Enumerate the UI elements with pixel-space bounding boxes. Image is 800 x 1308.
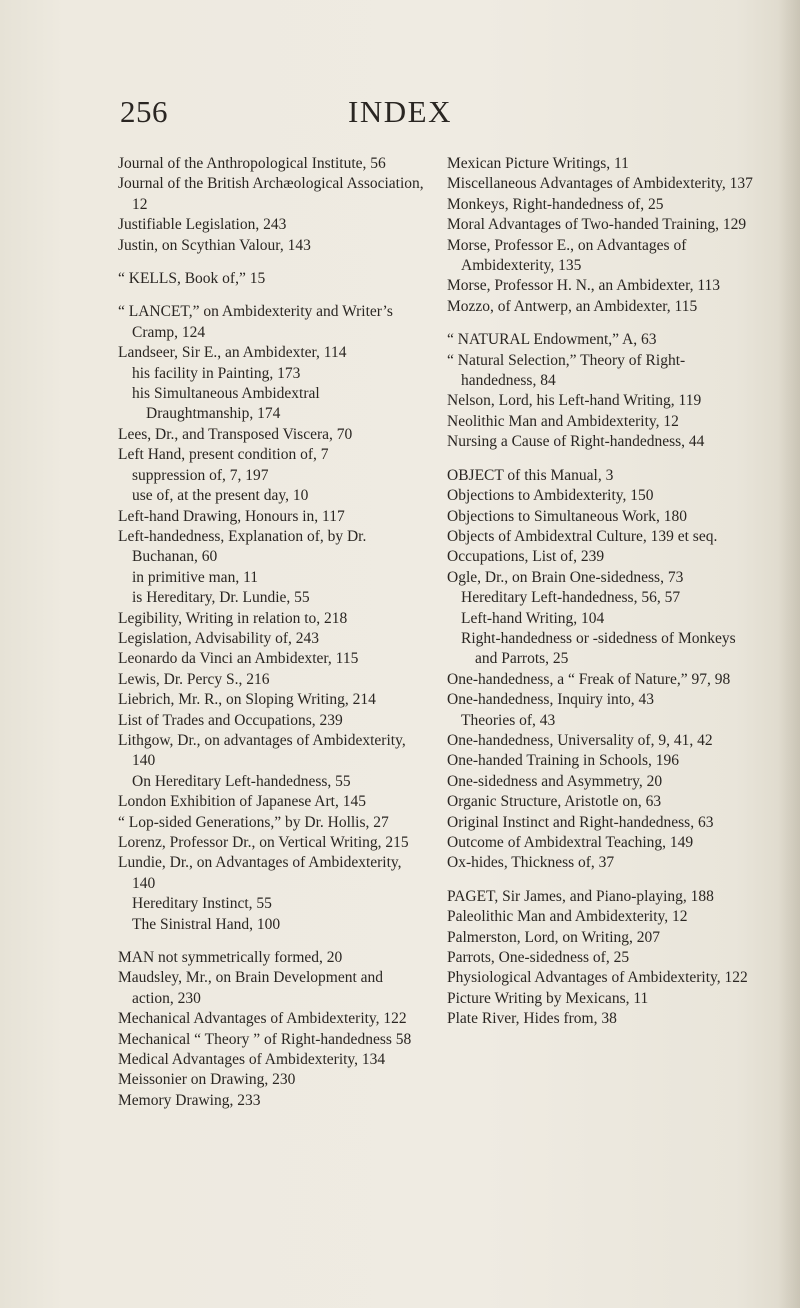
index-entry: Lithgow, Dr., on advantages of Ambidexterity, 140: [118, 731, 406, 770]
index-entry: Ogle, Dr., on Brain One-sidedness, 73: [447, 568, 684, 586]
section-gap: [118, 289, 426, 302]
index-entry: Justifiable Legislation, 243: [118, 216, 287, 234]
index-entry: Mechanical Advantages of Ambidexterity, 122: [118, 1010, 407, 1028]
index-entry: Original Instinct and Right-handedness, 63: [447, 813, 714, 831]
index-entry: Justin, on Scythian Valour, 143: [118, 236, 311, 254]
index-entry: Nursing a Cause of Right-handedness, 44: [447, 433, 705, 451]
index-entry: OBJECT of this Manual, 3: [447, 466, 614, 484]
section-gap: [447, 874, 755, 887]
index-subentry: use of, at the present day, 10: [132, 487, 309, 505]
index-entry: Mexican Picture Writings, 11: [447, 155, 629, 172]
index-entry: Occupations, List of, 239: [447, 548, 605, 566]
index-subentry: Hereditary Instinct, 55: [132, 895, 272, 913]
index-entry: Lundie, Dr., on Advantages of Ambidexterity, 140: [118, 854, 402, 892]
index-subentry: Right-handedness or -sidedness of Monkeys and Parrots, 25: [461, 629, 736, 668]
index-entry: Medical Advantages of Ambidexterity, 134: [118, 1051, 386, 1069]
index-entry: One-handed Training in Schools, 196: [447, 752, 680, 770]
index-entry: Leonardo da Vinci an Ambidexter, 115: [118, 650, 359, 668]
index-entry: Journal of the Anthropological Institute, 56: [118, 155, 386, 172]
index-entry: Lewis, Dr. Percy S., 216: [118, 670, 270, 688]
index-entry: Mechanical “ Theory ” of Right-handedness 58: [118, 1030, 412, 1048]
index-entry: Maudsley, Mr., on Brain Development and action, 230: [118, 969, 384, 1007]
index-entry: Paleolithic Man and Ambidexterity, 12: [447, 908, 688, 926]
index-entry: Objections to Ambidexterity, 150: [447, 487, 654, 505]
running-title: INDEX: [348, 94, 452, 129]
section-gap: [447, 453, 755, 466]
index-column-left: [118, 154, 426, 1111]
index-entry: London Exhibition of Japanese Art, 145: [118, 793, 366, 811]
index-subentry: is Hereditary, Dr. Lundie, 55: [132, 589, 310, 607]
index-entry: One-handedness, a “ Freak of Nature,” 97, 98: [447, 670, 731, 688]
index-entry: Journal of the British Archæological Association, 12: [118, 175, 424, 213]
page-number: 256: [120, 94, 168, 129]
index-entry: PAGET, Sir James, and Piano-playing, 188: [447, 887, 714, 905]
index-entry: Objects of Ambidextral Culture, 139 et seq.: [447, 527, 718, 545]
index-entry: MAN not symmetrically formed, 20: [118, 949, 343, 967]
index-subentry: The Sinistral Hand, 100: [132, 915, 281, 933]
index-entry: Neolithic Man and Ambidexterity, 12: [447, 412, 679, 430]
index-entry: One-handedness, Inquiry into, 43: [447, 691, 655, 709]
index-subentry: Theories of, 43: [461, 711, 556, 729]
index-entry: Left-hand Drawing, Honours in, 117: [118, 507, 345, 525]
index-entry: “ Natural Selection,” Theory of Right-handedness, 84: [447, 351, 686, 390]
index-entry: Picture Writing by Mexicans, 11: [447, 989, 649, 1007]
index-entry: Lorenz, Professor Dr., on Vertical Writing, 215: [118, 834, 409, 851]
index-subentry: his Simultaneous Ambidextral Draughtmanship, 174: [132, 385, 320, 423]
index-entry: Lees, Dr., and Transposed Viscera, 70: [118, 425, 353, 443]
index-subentry: suppression of, 7, 197: [132, 466, 269, 484]
index-entry: Moral Advantages of Two-handed Training, 129: [447, 216, 747, 234]
index-entry: Morse, Professor H. N., an Ambidexter, 113: [447, 277, 721, 295]
index-entry: Outcome of Ambidextral Teaching, 149: [447, 834, 694, 851]
index-entry: “ LANCET,” on Ambidexterity and Writer’s Cramp, 124: [118, 303, 393, 341]
index-subentry: On Hereditary Left-handedness, 55: [132, 772, 351, 790]
index-entry: Morse, Professor E., on Advantages of Ambidexterity, 135: [447, 236, 687, 275]
index-entry: Legibility, Writing in relation to, 218: [118, 609, 348, 627]
index-entry: Organic Structure, Aristotle on, 63: [447, 793, 662, 811]
index-entry: Liebrich, Mr. R., on Sloping Writing, 214: [118, 691, 376, 709]
index-entry: Physiological Advantages of Ambidexterity, 122: [447, 969, 748, 987]
index-entry: Plate River, Hides from, 38: [447, 1010, 617, 1028]
page-edge-shadow: [778, 0, 800, 1308]
index-subentry: his facility in Painting, 173: [132, 364, 301, 382]
index-subentry: Left-hand Writing, 104: [461, 609, 605, 627]
index-entry: Ox-hides, Thickness of, 37: [447, 854, 615, 872]
index-entry: Monkeys, Right-handedness of, 25: [447, 195, 664, 213]
index-entry: Memory Drawing, 233: [118, 1091, 261, 1109]
index-entry: Left Hand, present condition of, 7: [118, 446, 329, 464]
section-gap: [118, 935, 426, 948]
index-entry: Objections to Simultaneous Work, 180: [447, 507, 687, 525]
page-header: [0, 94, 800, 134]
index-entry: Meissonier on Drawing, 230: [118, 1071, 296, 1089]
index-entry: One-handedness, Universality of, 9, 41, 42: [447, 731, 713, 749]
index-entry: Legislation, Advisability of, 243: [118, 629, 320, 647]
index-entry: Palmerston, Lord, on Writing, 207: [447, 928, 661, 946]
index-subentry: in primitive man, 11: [132, 568, 258, 586]
index-entry: Left-handedness, Explanation of, by Dr. Buchanan, 60: [118, 527, 367, 566]
index-entry: One-sidedness and Asymmetry, 20: [447, 772, 663, 790]
index-entry: List of Trades and Occupations, 239: [118, 711, 343, 729]
index-subentry: Hereditary Left-handedness, 56, 57: [461, 589, 681, 607]
section-gap: [447, 317, 755, 330]
section-gap: [118, 256, 426, 269]
index-entry: Parrots, One-sidedness of, 25: [447, 949, 630, 967]
index-entry: “ KELLS, Book of,” 15: [118, 270, 266, 288]
index-entry: Mozzo, of Antwerp, an Ambidexter, 115: [447, 297, 698, 315]
index-entry: Miscellaneous Advantages of Ambidexterity, 137: [447, 175, 753, 193]
index-column-right: [447, 154, 755, 1030]
index-entry: Nelson, Lord, his Left-hand Writing, 119: [447, 392, 702, 410]
index-entry: Landseer, Sir E., an Ambidexter, 114: [118, 344, 347, 362]
index-entry: “ NATURAL Endowment,” A, 63: [447, 331, 657, 349]
index-entry: “ Lop-sided Generations,” by Dr. Hollis, 27: [118, 813, 389, 831]
